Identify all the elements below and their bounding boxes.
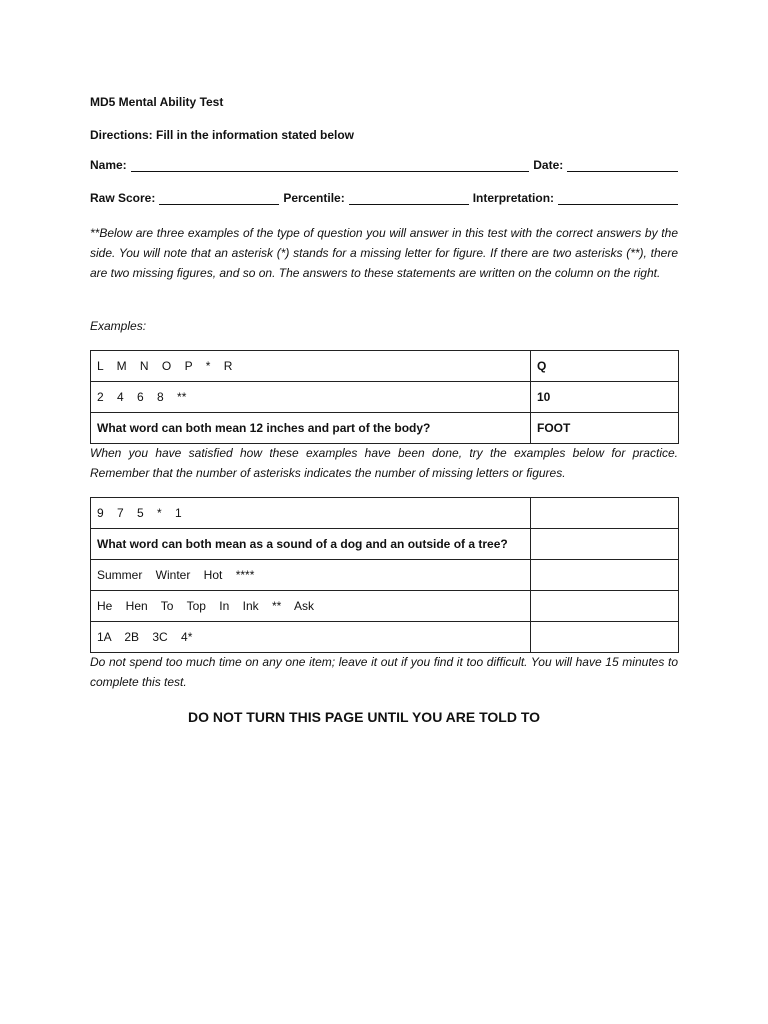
examples-table bbox=[90, 350, 679, 444]
example-answer: Q bbox=[531, 351, 679, 382]
raw-score-blank[interactable] bbox=[159, 192, 279, 205]
example-question: L M N O P * R bbox=[91, 351, 531, 382]
practice-question: What word can both mean as a sound of a dog and an outside of a tree? bbox=[91, 529, 531, 560]
warning-heading: DO NOT TURN THIS PAGE UNTIL YOU ARE TOLD TO bbox=[187, 709, 541, 725]
practice-answer-cell[interactable] bbox=[531, 560, 679, 591]
interpretation-label: Interpretation: bbox=[472, 191, 555, 205]
table-row bbox=[91, 351, 679, 382]
date-label: Date: bbox=[533, 158, 564, 172]
practice-answer-cell[interactable] bbox=[531, 591, 679, 622]
percentile-label: Percentile: bbox=[283, 191, 345, 205]
table-row bbox=[91, 498, 679, 529]
example-answer: FOOT bbox=[531, 413, 679, 444]
table-row bbox=[91, 382, 679, 413]
practice-question: 1A 2B 3C 4* bbox=[91, 622, 531, 653]
examples-label: Examples: bbox=[90, 319, 147, 333]
interpretation-blank[interactable] bbox=[558, 192, 678, 205]
practice-question: Summer Winter Hot **** bbox=[91, 560, 531, 591]
raw-score-label: Raw Score: bbox=[90, 191, 156, 205]
practice-answer-cell[interactable] bbox=[531, 498, 679, 529]
table-row bbox=[91, 560, 679, 591]
table-row bbox=[91, 622, 679, 653]
table-row bbox=[91, 591, 679, 622]
practice-question: 9 7 5 * 1 bbox=[91, 498, 531, 529]
practice-question: He Hen To Top In Ink ** Ask bbox=[91, 591, 531, 622]
practice-intro: When you have satisfied how these examples have been done, try the examples below for practice. Remember that the number of asterisks indicates the number of missing letters or figures. bbox=[90, 446, 678, 480]
closing-note: Do not spend too much time on any one item; leave it out if you find it too difficult. You will have 15 minutes to complete this test. bbox=[90, 655, 678, 689]
table-row bbox=[91, 529, 679, 560]
name-date-row bbox=[90, 158, 678, 172]
example-question: 2 4 6 8 ** bbox=[91, 382, 531, 413]
date-blank[interactable] bbox=[567, 159, 678, 172]
score-row bbox=[90, 191, 678, 205]
directions-text: Directions: Fill in the information stated below bbox=[90, 128, 355, 142]
intro-paragraph: **Below are three examples of the type of question you will answer in this test with the correct answers by the side. You will note that an asterisk (*) stands for a missing letter for figure. If there are two asterisks (**), there are two missing figures, and so on. The answers to these statements are written on the column on the right. bbox=[90, 226, 678, 280]
page-title: MD5 Mental Ability Test bbox=[90, 95, 224, 109]
name-blank[interactable] bbox=[131, 159, 530, 172]
practice-answer-cell[interactable] bbox=[531, 529, 679, 560]
example-answer: 10 bbox=[531, 382, 679, 413]
practice-answer-cell[interactable] bbox=[531, 622, 679, 653]
name-label: Name: bbox=[90, 158, 127, 172]
example-question: What word can both mean 12 inches and part of the body? bbox=[91, 413, 531, 444]
practice-table bbox=[90, 497, 679, 653]
percentile-blank[interactable] bbox=[349, 192, 469, 205]
table-row bbox=[91, 413, 679, 444]
